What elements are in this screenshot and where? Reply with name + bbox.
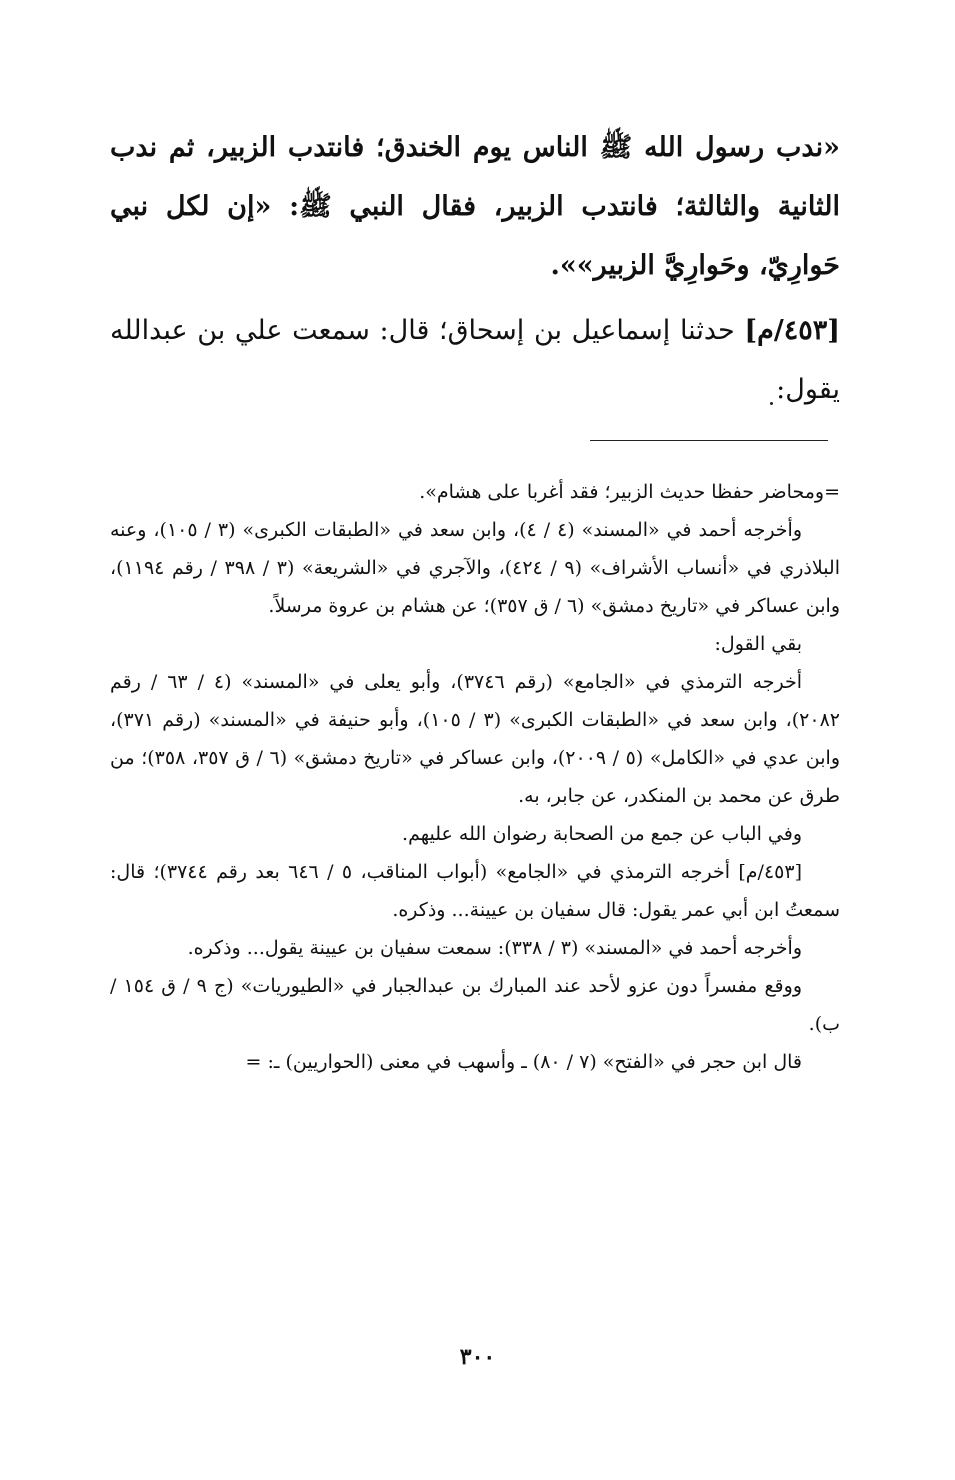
footnote-line: قال ابن حجر في «الفتح» (٧ / ٨٠) ـ وأسهب في معنى (الحواريين) ـ: =	[245, 1051, 802, 1073]
page-number: ٣٠٠	[459, 1344, 496, 1370]
footnote-line: =ومحاضر حفظا حديث الزبير؛ فقد أغربا على هشام».	[419, 481, 840, 503]
footnotes	[110, 473, 840, 1081]
stray-dot	[770, 402, 773, 405]
footnote-line: أخرجه الترمذي في «الجامع» (رقم ٣٧٤٦)، وأبو يعلى في «المسند» (٤ / ٦٣ / رقم ٢٠٨٢)، وابن سعد في «الطبقات الكبرى» (٣ / ١٠٥)، وأبو حنيفة في «المسند» (رقم ٣٧١)، وابن عدي في «الكامل» (٥ / ٢٠٠٩)، وابن عساكر في «تاريخ دمشق» (٦ / ق ٣٥٧، ٣٥٨)؛ من طرق عن محمد بن المنكدر، عن جابر، به.	[110, 671, 841, 807]
footnote-line: [٤٥٣/م] أخرجه الترمذي في «الجامع» (أبواب المناقب، ٥ / ٦٤٦ بعد رقم ٣٧٤٤)؛ قال: سمعتُ ابن أبي عمر يقول: قال سفيان بن عيينة... وذكره.	[110, 861, 840, 921]
footnote-separator	[590, 440, 828, 441]
footnote-line: وأخرجه أحمد في «المسند» (٣ / ٣٣٨): سمعت سفيان بن عيينة يقول... وذكره.	[187, 937, 802, 959]
narration-paragraph	[110, 301, 840, 419]
narration-text: حدثنا إسماعيل بن إسحاق؛ قال: سمعت علي بن عبدالله يقول:	[110, 315, 840, 405]
hadith-paragraph: «ندب رسول الله ﷺ الناس يوم الخندق؛ فانتدب الزبير، ثم ندب الثانية والثالثة؛ فانتدب الزبير، فقال النبي ﷺ: «إن لكل نبي حَوارِيّ، وحَوارِيَّ الزبير»».	[110, 132, 840, 281]
main-text	[110, 118, 840, 419]
footnote-line: بقي القول:	[714, 633, 802, 655]
footnote-line: ووقع مفسراً دون عزو لأحد عند المبارك بن عبدالجبار في «الطيوريات» (ج ٩ / ق ١٥٤ / ب).	[110, 975, 840, 1035]
footnote-line: وأخرجه أحمد في «المسند» (٤ / ٤)، وابن سعد في «الطبقات الكبرى» (٣ / ١٠٥)، وعنه البلاذري في «أنساب الأشراف» (٩ / ٤٢٤)، والآجري في «الشريعة» (٣ / ٣٩٨ / رقم ١١٩٤)، وابن عساكر في «تاريخ دمشق» (٦ / ق ٣٥٧)؛ عن هشام بن عروة مرسلاً.	[110, 519, 840, 617]
footnote-line: وفي الباب عن جمع من الصحابة رضوان الله عليهم.	[402, 823, 802, 845]
hadith-reference: [٤٥٣/م]	[744, 315, 840, 346]
